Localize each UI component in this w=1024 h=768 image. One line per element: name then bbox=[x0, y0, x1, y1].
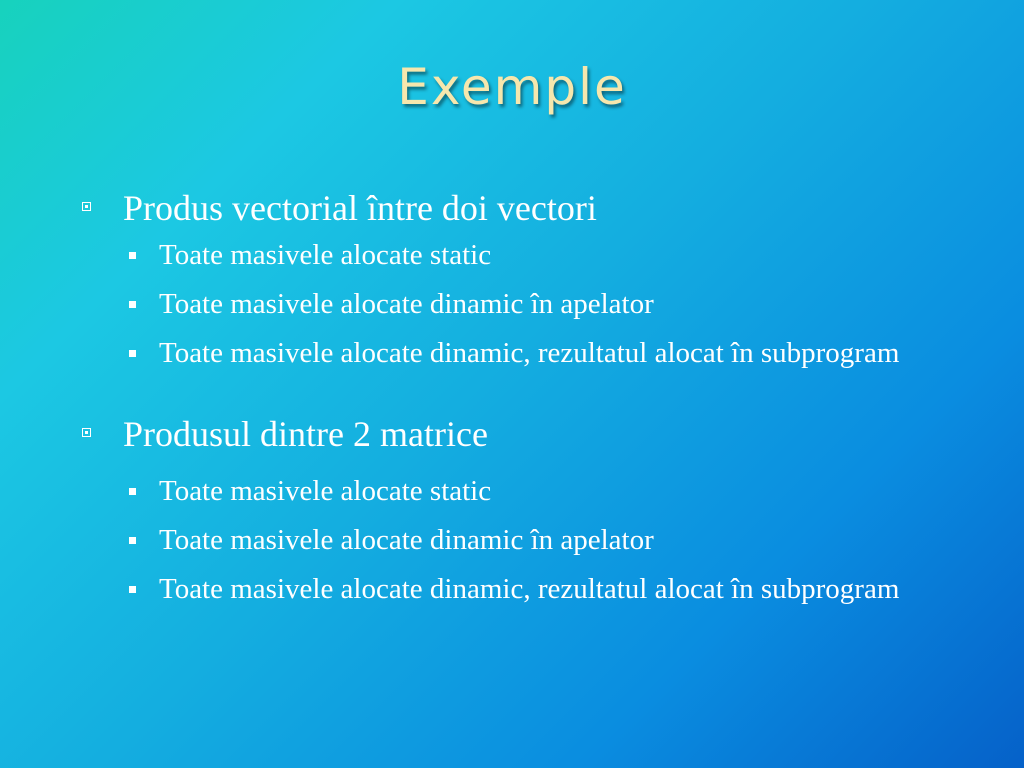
bullet-level2 bbox=[80, 235, 960, 275]
bullet-level2 bbox=[80, 333, 960, 373]
content-area bbox=[80, 185, 960, 609]
bullet-level1 bbox=[80, 185, 960, 231]
filled-square-bullet-icon bbox=[129, 488, 136, 495]
filled-square-bullet-icon bbox=[129, 252, 136, 259]
bullet-level2 bbox=[80, 471, 960, 511]
bullet-level2-text: Toate masivele alocate static bbox=[159, 239, 492, 271]
bullet-group-vector-product bbox=[80, 185, 960, 373]
bullet-level2-text: Toate masivele alocate dinamic, rezultatul alocat în subprogram bbox=[159, 573, 900, 605]
bullet-level1-text: Produs vectorial între doi vectori bbox=[123, 188, 597, 228]
bullet-level1 bbox=[80, 411, 960, 457]
bullet-level2-text: Toate masivele alocate static bbox=[159, 475, 492, 507]
bullet-level2-text: Toate masivele alocate dinamic în apelator bbox=[159, 288, 654, 320]
filled-square-bullet-icon bbox=[129, 586, 136, 593]
bullet-group-matrix-product bbox=[80, 411, 960, 609]
slide-title: Exemple bbox=[397, 58, 627, 116]
sub-bullet-list bbox=[80, 471, 960, 609]
bullet-level2 bbox=[80, 520, 960, 560]
filled-square-bullet-icon bbox=[129, 301, 136, 308]
bullet-level2 bbox=[80, 569, 960, 609]
bullet-level1-text: Produsul dintre 2 matrice bbox=[123, 414, 488, 454]
bullet-level2 bbox=[80, 284, 960, 324]
filled-square-bullet-icon bbox=[129, 537, 136, 544]
filled-square-bullet-icon bbox=[129, 350, 136, 357]
bullet-level2-text: Toate masivele alocate dinamic în apelator bbox=[159, 524, 654, 556]
sub-bullet-list bbox=[80, 235, 960, 373]
boxed-square-bullet-icon bbox=[82, 202, 91, 211]
boxed-square-bullet-icon bbox=[82, 428, 91, 437]
bullet-level2-text: Toate masivele alocate dinamic, rezultatul alocat în subprogram bbox=[159, 337, 900, 369]
